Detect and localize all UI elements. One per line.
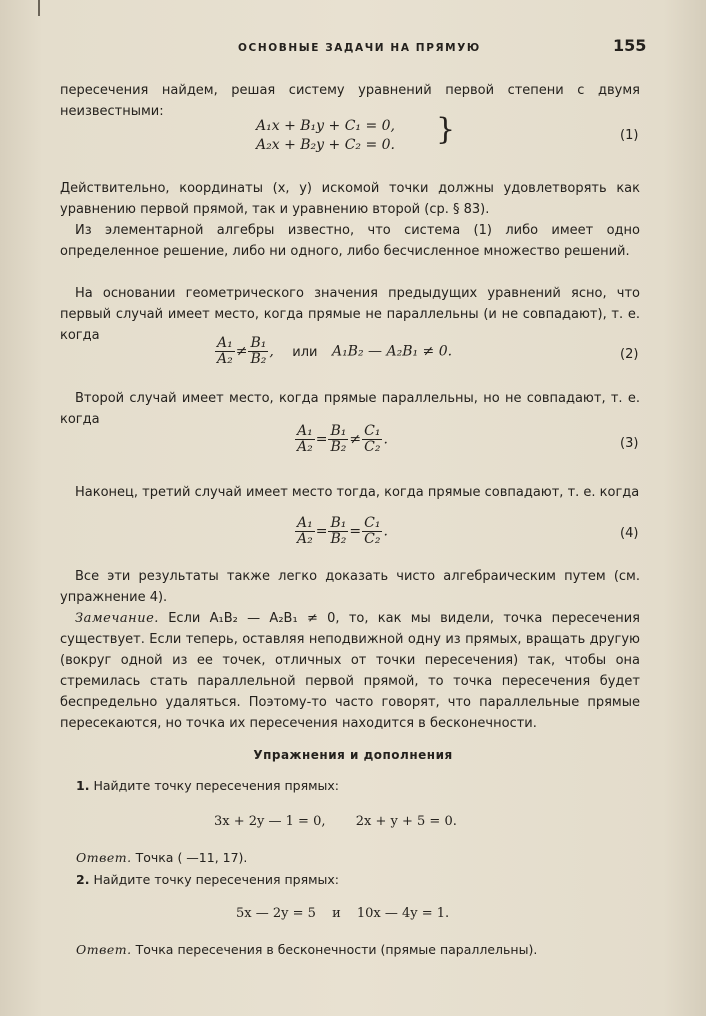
exercise-2 xyxy=(76,872,339,887)
remark-label: Замечание. xyxy=(75,611,159,626)
equation-4: $\frac{\text{A₁}}{\text{A₂}}$ = $\frac{\text{B₁}}{\text{B₂}}$ = $\frac{\text{C₁}}{\text{C₂}}$ . xyxy=(297,515,388,547)
paragraph-2: Из элементарной алгебры известно, что система (1) либо имеет одно определенное решение, либо ни одного, либо бесчисленное множество решений. xyxy=(60,223,640,259)
exercise-2-eq-a: 5x — 2y = 5 xyxy=(236,906,316,921)
answer-text: Точка ( —11, 17). xyxy=(135,850,248,865)
exercise-1-eq-b: 2x + y + 5 = 0. xyxy=(355,814,457,829)
fraction: $\frac{\text{B₁}}{\text{B₂}}$ xyxy=(330,423,347,455)
exercise-2-text: Найдите точку пересечения прямых: xyxy=(93,872,340,887)
fraction: $\frac{\text{B₁}}{\text{B₂}}$ xyxy=(330,515,347,547)
exercise-2-conj: и xyxy=(332,906,341,921)
equation-3-number: (3) xyxy=(620,436,639,451)
paragraph-6: Все эти результаты также легко доказать чисто алгебраическим путем (см. упражнение 4). xyxy=(60,569,640,605)
exercise-2-eq-b: 10x — 4y = 1. xyxy=(356,906,450,921)
exercise-1-answer xyxy=(76,850,247,865)
remark-text: Если A₁B₂ — A₂B₁ ≠ 0, то, как мы видели, точка пересечения существует. Если теперь, оставляя неподвижной одну из прямых, вращать другую (вокруг одной из ее точек, отличных от точки пересечения) так, чтобы она стремилась стать параллельной первой прямой, то точка пересечения будет беспредельно удаляться. Поэтому-то часто говорят, что параллельные прямые пересекаются, но точка их пересечения находится в бесконечности. xyxy=(60,611,641,731)
paragraph-5: Наконец, третий случай имеет место тогда, когда прямые совпадают, т. е. когда xyxy=(75,485,640,500)
exercise-2-answer xyxy=(76,942,537,957)
paragraph-4: Второй случай имеет место, когда прямые параллельны, но не совпадают, т. е. когда xyxy=(60,391,640,427)
fraction: $\frac{\text{A₁}}{\text{A₂}}$ xyxy=(297,423,313,455)
equation-2-alt: A₁B₂ — A₂B₁ ≠ 0. xyxy=(331,343,453,360)
exercise-1-text: Найдите точку пересечения прямых: xyxy=(93,778,340,793)
answer-text: Точка пересечения в бесконечности (прямые параллельны). xyxy=(135,942,538,957)
exercise-2-equations xyxy=(236,906,449,921)
exercises-heading: Упражнения и дополнения xyxy=(253,748,453,762)
exercise-1-number: 1. xyxy=(76,778,90,793)
equation-3: $\frac{\text{A₁}}{\text{A₂}}$ = $\frac{\text{B₁}}{\text{B₂}}$ ≠ $\frac{\text{C₁}}{\text{C₂}}$ . xyxy=(297,423,388,455)
fraction: $\frac{\text{A₁}}{\text{A₂}}$ xyxy=(217,335,233,367)
exercise-1 xyxy=(76,778,339,793)
equation-2: $\frac{\text{A₁}}{\text{A₂}}$ ≠ $\frac{\text{B₁}}{\text{B₂}}$ , или A₁B₂ — A₂B₁ ≠ 0. xyxy=(217,335,453,367)
remark-paragraph xyxy=(60,608,640,734)
equation-4-number: (4) xyxy=(620,526,639,541)
page-number: 155 xyxy=(613,36,647,55)
exercise-1-equations xyxy=(214,814,457,829)
running-title: ОСНОВНЫЕ ЗАДАЧИ НА ПРЯМУЮ xyxy=(238,42,481,54)
paragraph-3: На основании геометрического значения предыдущих уравнений ясно, что первый случай имеет место, когда прямые не параллельны (и не совпадают), т. е. когда xyxy=(60,286,640,343)
equation-1-number: (1) xyxy=(620,128,639,143)
fraction: $\frac{\text{A₁}}{\text{A₂}}$ xyxy=(297,515,313,547)
equation-1-line-1: A₁x + B₁y + C₁ = 0, xyxy=(256,118,396,134)
fraction: $\frac{\text{C₁}}{\text{C₂}}$ xyxy=(364,423,381,455)
equation-1-line-2: A₂x + B₂y + C₂ = 0. xyxy=(256,137,396,153)
answer-label: Ответ. xyxy=(76,850,132,865)
equation-2-number: (2) xyxy=(620,347,639,362)
fraction: $\frac{\text{C₁}}{\text{C₂}}$ xyxy=(364,515,381,547)
ink-mark xyxy=(38,0,40,16)
intro-paragraph: пересечения найдем, решая систему уравнений первой степени с двумя неизвестными: xyxy=(60,83,640,119)
answer-label: Ответ. xyxy=(76,942,132,957)
fraction: $\frac{\text{B₁}}{\text{B₂}}$ xyxy=(250,335,267,367)
exercise-1-eq-a: 3x + 2y — 1 = 0, xyxy=(214,814,326,829)
exercise-2-number: 2. xyxy=(76,872,90,887)
equation-2-or: или xyxy=(292,344,318,360)
paragraph-1: Действительно, координаты (x, y) искомой точки должны удовлетворять как уравнению первой прямой, так и уравнению второй (ср. § 83). xyxy=(60,181,640,217)
equation-brace: } xyxy=(436,112,456,147)
